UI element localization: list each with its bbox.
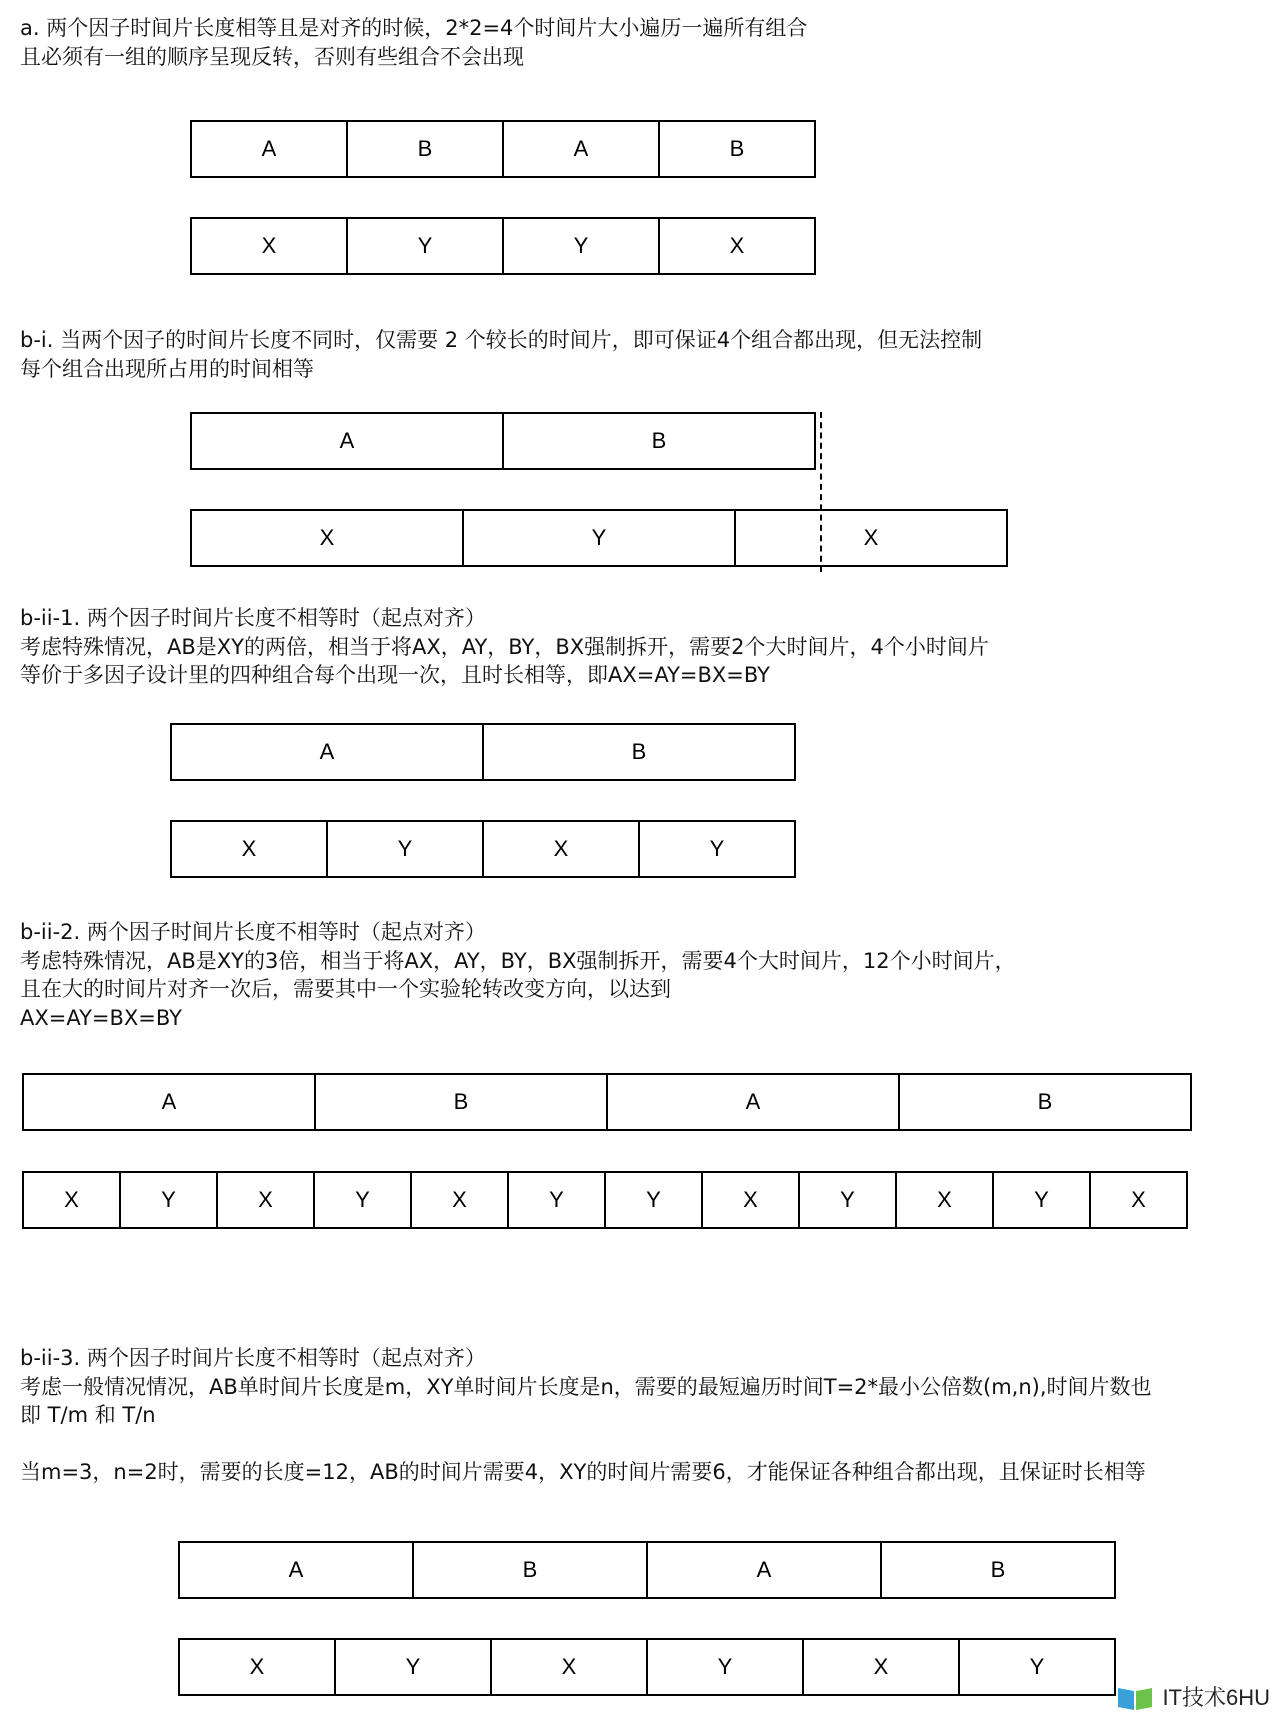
section-b-i-row-1 bbox=[190, 412, 816, 470]
text-line: AX=AY=BX=BY bbox=[20, 1005, 182, 1030]
text-line: 考虑特殊情况，AB是XY的两倍，相当于将AX，AY，BY，BX强制拆开，需要2个大时间片，4个小时间片 bbox=[20, 634, 989, 659]
time-slice-cell: X bbox=[190, 217, 348, 275]
time-slice-cell: X bbox=[1089, 1171, 1188, 1229]
footer-brand: IT技术6HU bbox=[1162, 1685, 1270, 1710]
section-a-text bbox=[20, 14, 807, 71]
time-slice-cell: X bbox=[170, 820, 328, 878]
text-line bbox=[20, 1430, 1152, 1459]
time-slice-cell: X bbox=[490, 1638, 648, 1696]
section-b-ii-1-row-1 bbox=[170, 723, 796, 781]
text-line: 当m=3，n=2时，需要的长度=12，AB的时间片需要4，XY的时间片需要6，才能保证各种组合都出现，且保证时长相等 bbox=[20, 1460, 1146, 1484]
text-line: b-ii-1. 两个因子时间片长度不相等时（起点对齐） bbox=[20, 606, 486, 630]
section-b-ii-2-row-2 bbox=[22, 1171, 1188, 1229]
time-slice-cell: X bbox=[658, 217, 816, 275]
footer-logo bbox=[1116, 1681, 1270, 1712]
section-b-ii-3-row-1 bbox=[178, 1541, 1116, 1599]
time-slice-cell: A bbox=[178, 1541, 414, 1599]
time-slice-cell: Y bbox=[313, 1171, 412, 1229]
time-slice-cell: Y bbox=[502, 217, 660, 275]
time-slice-cell: Y bbox=[798, 1171, 897, 1229]
time-slice-cell: A bbox=[646, 1541, 882, 1599]
time-slice-cell: Y bbox=[462, 509, 736, 567]
time-slice-cell: B bbox=[898, 1073, 1192, 1131]
section-b-i-row-2 bbox=[190, 509, 1008, 567]
section-b-ii-1-text bbox=[20, 604, 989, 690]
time-slice-cell: X bbox=[734, 509, 1008, 567]
time-slice-cell: Y bbox=[958, 1638, 1116, 1696]
text-line: 且在大的时间片对齐一次后，需要其中一个实验轮转改变方向，以达到 bbox=[20, 977, 671, 1001]
time-slice-cell: Y bbox=[646, 1638, 804, 1696]
time-slice-cell: X bbox=[216, 1171, 315, 1229]
section-b-ii-1-row-2 bbox=[170, 820, 796, 878]
time-slice-cell: X bbox=[482, 820, 640, 878]
text-line: 且必须有一组的顺序呈现反转，否则有些组合不会出现 bbox=[20, 44, 524, 69]
section-b-ii-3-text bbox=[20, 1344, 1152, 1487]
section-b-ii-2-text bbox=[20, 918, 1016, 1032]
time-slice-cell: X bbox=[802, 1638, 960, 1696]
text-line: b-ii-3. 两个因子时间片长度不相等时（起点对齐） bbox=[20, 1346, 486, 1370]
time-slice-cell: A bbox=[190, 412, 504, 470]
time-slice-cell: B bbox=[502, 412, 816, 470]
text-line: 即 T/m 和 T/n bbox=[20, 1403, 156, 1427]
time-slice-cell: Y bbox=[992, 1171, 1091, 1229]
time-slice-cell: B bbox=[482, 723, 796, 781]
time-slice-cell: X bbox=[701, 1171, 800, 1229]
time-slice-cell: X bbox=[22, 1171, 121, 1229]
time-slice-cell: Y bbox=[604, 1171, 703, 1229]
time-slice-cell: B bbox=[658, 120, 816, 178]
time-slice-cell: Y bbox=[638, 820, 796, 878]
section-b-ii-2-row-1 bbox=[22, 1073, 1192, 1131]
text-line: b-ii-2. 两个因子时间片长度不相等时（起点对齐） bbox=[20, 920, 486, 944]
time-slice-cell: Y bbox=[119, 1171, 218, 1229]
time-slice-cell: Y bbox=[326, 820, 484, 878]
time-slice-cell: X bbox=[190, 509, 464, 567]
time-slice-cell: B bbox=[346, 120, 504, 178]
time-slice-cell: A bbox=[170, 723, 484, 781]
text-line: 考虑一般情况情况，AB单时间片长度是m，XY单时间片长度是n，需要的最短遍历时间T=2*最小公倍数(m,n),时间片数也 bbox=[20, 1374, 1152, 1399]
time-slice-cell: A bbox=[190, 120, 348, 178]
time-slice-cell: A bbox=[502, 120, 660, 178]
section-b-ii-3-row-2 bbox=[178, 1638, 1116, 1696]
text-line: 每个组合出现所占用的时间相等 bbox=[20, 356, 314, 381]
time-slice-cell: A bbox=[22, 1073, 316, 1131]
time-slice-cell: X bbox=[895, 1171, 994, 1229]
section-a-row-1 bbox=[190, 120, 816, 178]
time-slice-cell: X bbox=[178, 1638, 336, 1696]
section-b-i-text bbox=[20, 326, 982, 383]
time-slice-cell: Y bbox=[346, 217, 504, 275]
alignment-dashed-line bbox=[820, 412, 822, 572]
time-slice-cell: A bbox=[606, 1073, 900, 1131]
book-icon bbox=[1116, 1682, 1154, 1712]
text-line: a. 两个因子时间片长度相等且是对齐的时候，2*2=4个时间片大小遍历一遍所有组合 bbox=[20, 16, 808, 40]
time-slice-cell: X bbox=[410, 1171, 509, 1229]
text-line: b-i. 当两个因子的时间片长度不同时，仅需要 2 个较长的时间片，即可保证4个组合都出现，但无法控制 bbox=[20, 328, 983, 352]
time-slice-cell: Y bbox=[507, 1171, 606, 1229]
time-slice-cell: B bbox=[412, 1541, 648, 1599]
section-a-row-2 bbox=[190, 217, 816, 275]
time-slice-cell: B bbox=[880, 1541, 1116, 1599]
text-line: 等价于多因子设计里的四种组合每个出现一次，且时长相等，即AX=AY=BX=BY bbox=[20, 663, 770, 687]
text-line: 考虑特殊情况，AB是XY的3倍，相当于将AX，AY，BY，BX强制拆开，需要4个大时间片，12个小时间片， bbox=[20, 948, 1016, 973]
time-slice-cell: B bbox=[314, 1073, 608, 1131]
time-slice-cell: Y bbox=[334, 1638, 492, 1696]
